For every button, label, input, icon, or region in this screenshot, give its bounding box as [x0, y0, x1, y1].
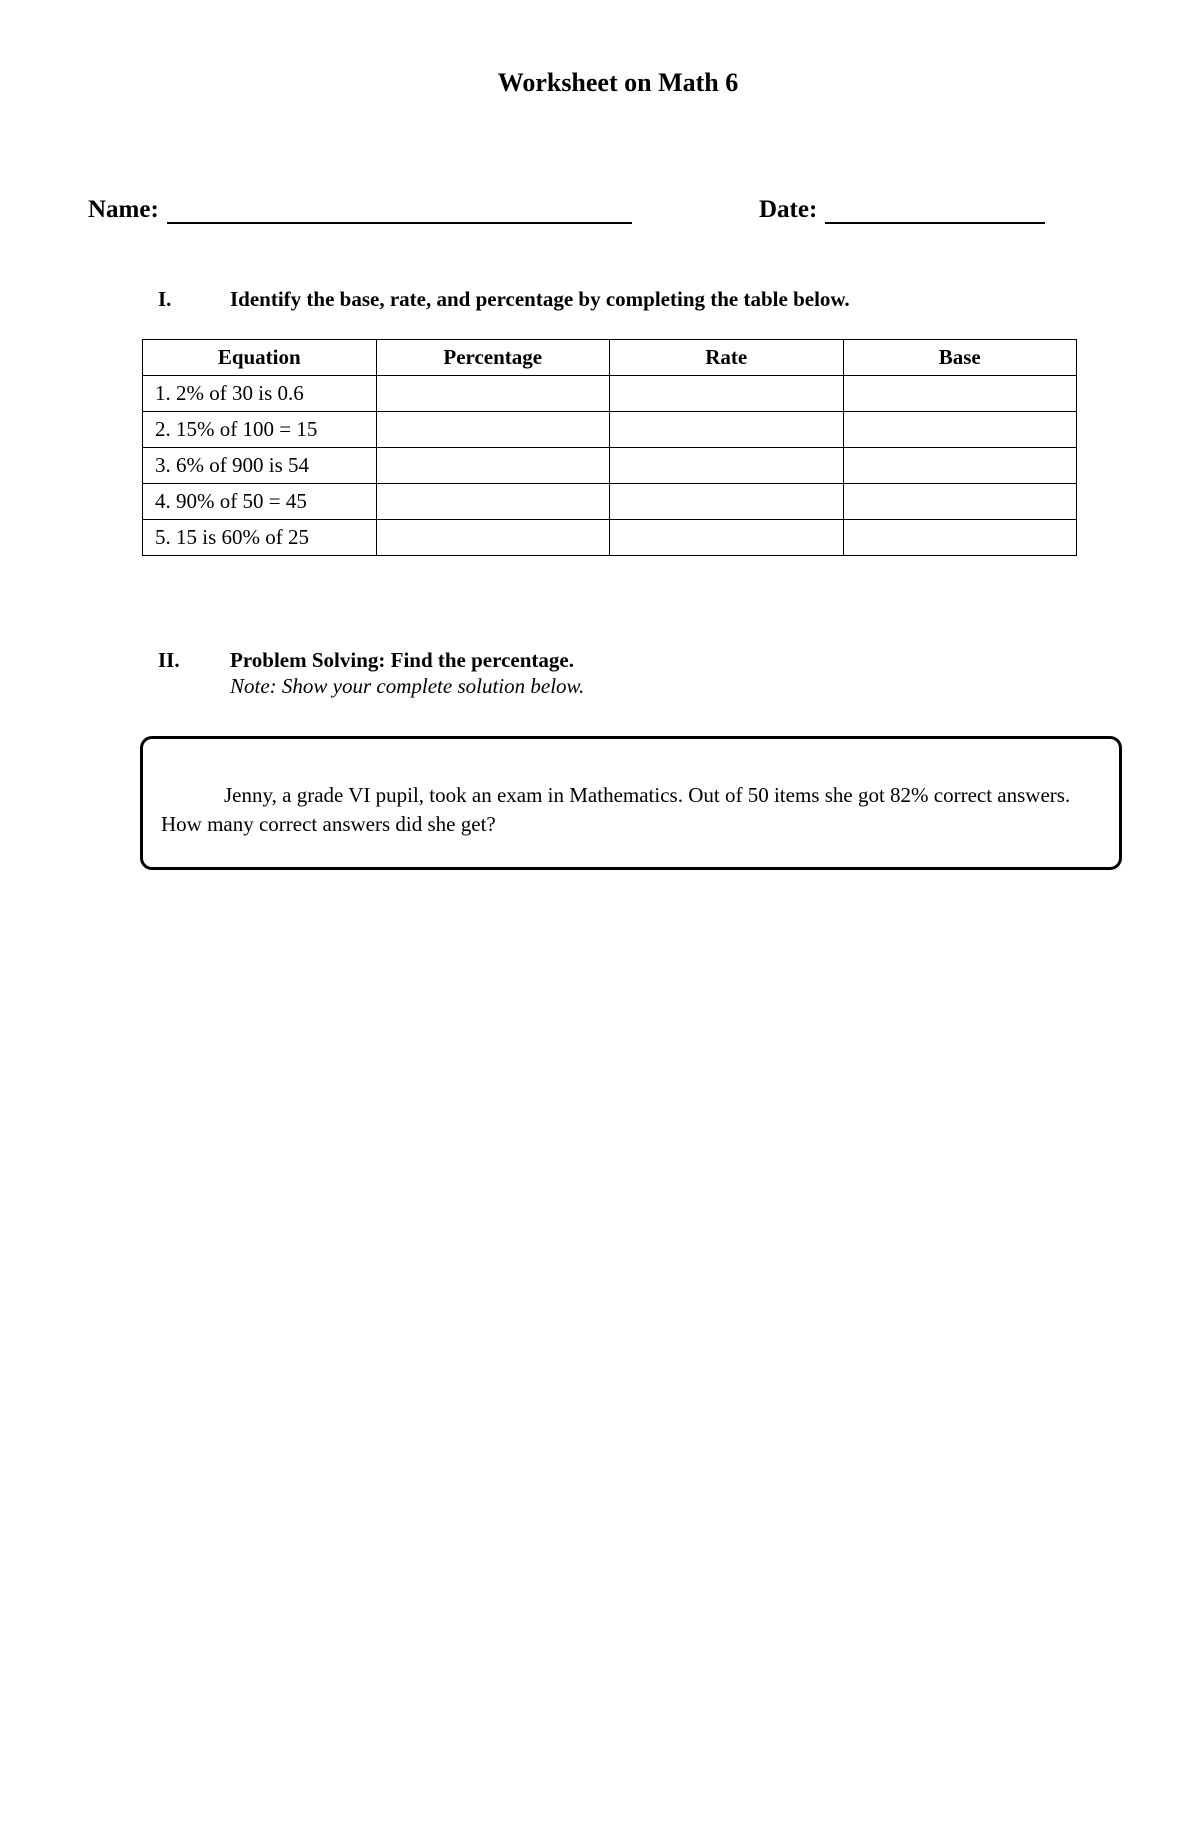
section-2-instruction: Problem Solving: Find the percentage. — [230, 648, 574, 672]
date-blank-line[interactable] — [825, 198, 1045, 224]
section-1-number: I. — [158, 287, 172, 311]
problem-text: Jenny, a grade VI pupil, took an exam in Mathematics. Out of 50 items she got 82% correct answers. How many correct answers did she get? — [161, 783, 1071, 836]
rate-answer-cell[interactable] — [610, 448, 844, 484]
base-answer-cell[interactable] — [843, 448, 1077, 484]
table-header-row — [143, 340, 1077, 376]
percentage-answer-cell[interactable] — [376, 484, 610, 520]
header-equation: Equation — [143, 340, 377, 376]
rate-answer-cell[interactable] — [610, 484, 844, 520]
rate-answer-cell[interactable] — [610, 520, 844, 556]
equation-cell: 4. 90% of 50 = 45 — [143, 484, 377, 520]
section-1-instruction: Identify the base, rate, and percentage by completing the table below. — [230, 287, 850, 311]
percentage-answer-cell[interactable] — [376, 448, 610, 484]
header-rate: Rate — [610, 340, 844, 376]
percentage-answer-cell[interactable] — [376, 376, 610, 412]
name-blank-line[interactable] — [167, 198, 632, 224]
base-answer-cell[interactable] — [843, 412, 1077, 448]
equation-cell: 5. 15 is 60% of 25 — [143, 520, 377, 556]
worksheet-table — [142, 339, 1077, 556]
name-field — [88, 196, 632, 224]
percentage-answer-cell[interactable] — [376, 520, 610, 556]
equation-cell: 2. 15% of 100 = 15 — [143, 412, 377, 448]
equation-cell: 1. 2% of 30 is 0.6 — [143, 376, 377, 412]
page-title: Worksheet on Math 6 — [497, 68, 739, 97]
table-row — [143, 520, 1077, 556]
table-row — [143, 484, 1077, 520]
name-label: Name: — [88, 196, 159, 223]
header-base: Base — [843, 340, 1077, 376]
rate-answer-cell[interactable] — [610, 412, 844, 448]
base-answer-cell[interactable] — [843, 484, 1077, 520]
rate-answer-cell[interactable] — [610, 376, 844, 412]
section-2-note: Note: Show your complete solution below. — [230, 674, 585, 698]
base-answer-cell[interactable] — [843, 376, 1077, 412]
table-row — [143, 376, 1077, 412]
date-field — [759, 196, 1045, 224]
section-2-number: II. — [158, 648, 180, 672]
percentage-answer-cell[interactable] — [376, 412, 610, 448]
base-answer-cell[interactable] — [843, 520, 1077, 556]
date-label: Date: — [759, 196, 818, 223]
problem-box — [140, 736, 1122, 870]
header-percentage: Percentage — [376, 340, 610, 376]
equation-cell: 3. 6% of 900 is 54 — [143, 448, 377, 484]
table-row — [143, 448, 1077, 484]
table-row — [143, 412, 1077, 448]
